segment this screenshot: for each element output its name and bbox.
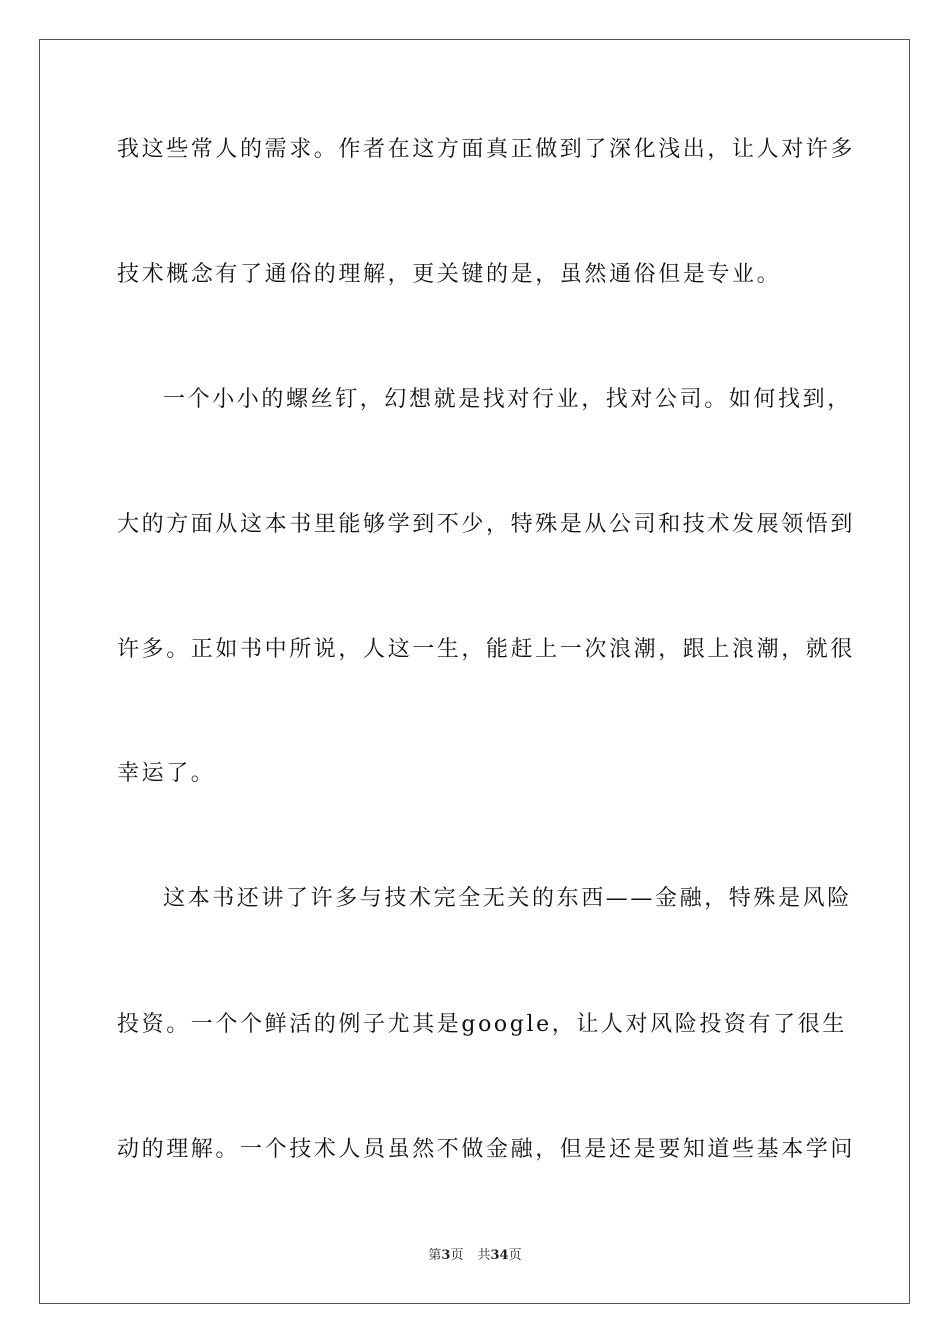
paragraph-start-line-7: 这本书还讲了许多与技术完全无关的东西——金融，特殊是风险 — [163, 886, 852, 911]
text-line-1: 我这些常人的需求。作者在这方面真正做到了深化浅出，让人对许多 — [117, 137, 856, 162]
text-line-5: 许多。正如书中所说，人这一生，能赶上一次浪潮，跟上浪潮，就很 — [117, 637, 856, 662]
paragraph-start-line-3: 一个小小的螺丝钉，幻想就是找对行业，找对公司。如何找到， — [163, 387, 852, 412]
total-prefix: 共 — [477, 1248, 491, 1263]
page-prefix: 第 — [428, 1248, 442, 1263]
text-line-2: 技术概念有了通俗的理解，更关键的是，虽然通俗但是专业。 — [117, 262, 782, 287]
total-suffix: 页 — [508, 1248, 522, 1263]
page-number: 3 — [441, 1248, 451, 1263]
page-border — [39, 39, 910, 1304]
text-line-6: 幸运了。 — [117, 761, 216, 786]
page-footer — [0, 1247, 950, 1265]
page-suffix: 页 — [450, 1248, 464, 1263]
text-line-9: 动的理解。一个技术人员虽然不做金融，但是还是要知道些基本学问 — [117, 1137, 856, 1162]
text-line-8: 投资。一个个鲜活的例子尤其是google，让人对风险投资有了很生 — [117, 1012, 847, 1037]
total-pages: 34 — [490, 1248, 509, 1263]
text-line-4: 大的方面从这本书里能够学到不少，特殊是从公司和技术发展领悟到 — [117, 512, 856, 537]
